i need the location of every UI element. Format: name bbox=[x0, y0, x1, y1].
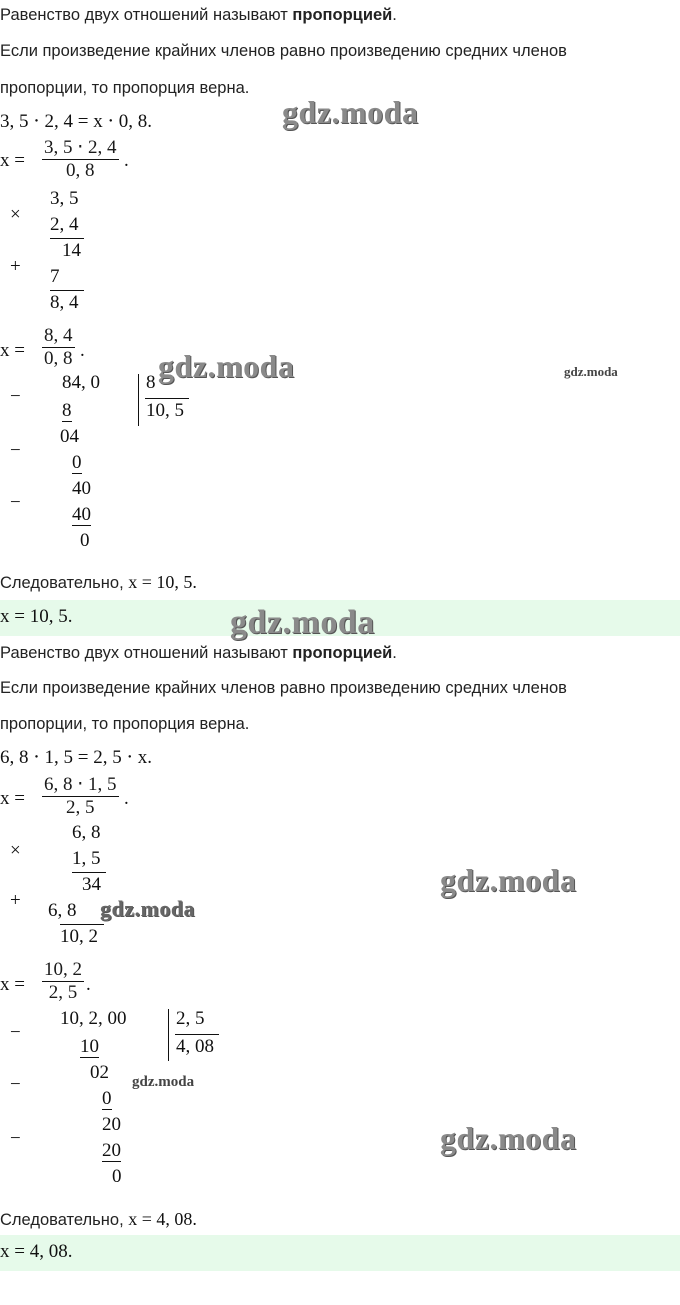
conclusion-text: Следовательно, bbox=[0, 574, 129, 592]
rule-line-2: пропорции, то пропорция верна. bbox=[0, 715, 250, 733]
watermark: gdz.moda bbox=[230, 604, 375, 641]
minus-sign-1: − bbox=[10, 1022, 21, 1043]
fraction-2-period: . bbox=[86, 974, 91, 995]
definition-prefix: Равенство двух отношений называют bbox=[0, 6, 293, 24]
partial-product-2: 6, 8 bbox=[48, 900, 77, 921]
fraction-2 bbox=[42, 959, 84, 1004]
minus-sign-3: − bbox=[10, 1128, 21, 1149]
division-step-5-value: 40 bbox=[72, 504, 91, 525]
quotient: 4, 08 bbox=[176, 1036, 214, 1057]
definition-text bbox=[0, 6, 397, 25]
definition-term: пропорцией bbox=[292, 6, 393, 24]
definition-text bbox=[0, 644, 397, 663]
rule-line-1: Если произведение крайних членов равно произведению средних членов bbox=[0, 679, 567, 697]
fraction-1 bbox=[42, 774, 119, 819]
fraction-1-numerator: 3, 5 ⋅ 2, 4 bbox=[44, 137, 117, 158]
division-step-3-value: 0 bbox=[72, 452, 82, 473]
product-result: 8, 4 bbox=[50, 292, 79, 313]
division-step-3 bbox=[72, 452, 82, 474]
fraction-2-period: . bbox=[80, 340, 85, 361]
division-step-5 bbox=[72, 504, 91, 526]
minus-sign-2: − bbox=[10, 1074, 21, 1095]
division-step-2: 04 bbox=[60, 426, 79, 447]
fraction-1-denominator: 0, 8 bbox=[66, 160, 95, 181]
divisor: 2, 5 bbox=[176, 1008, 205, 1029]
watermark: gdz.moda bbox=[158, 348, 295, 384]
dividend: 10, 2, 00 bbox=[60, 1008, 127, 1029]
watermark: gdz.moda bbox=[440, 1120, 577, 1156]
watermark: gdz.moda bbox=[564, 364, 618, 379]
conclusion-text: Следовательно, bbox=[0, 1211, 129, 1229]
minus-sign-1: − bbox=[10, 386, 21, 407]
division-step-1 bbox=[80, 1036, 99, 1058]
fraction-2-numerator: 8, 4 bbox=[44, 325, 73, 346]
proportion-equation: 3, 5 ⋅ 2, 4 = x ⋅ 0, 8. bbox=[0, 111, 152, 132]
divisor: 8 bbox=[146, 372, 156, 393]
conclusion-math: x = 10, 5. bbox=[128, 572, 197, 592]
plus-sign: + bbox=[10, 256, 21, 277]
division-step-1 bbox=[62, 400, 72, 422]
division-step-4: 40 bbox=[72, 478, 91, 499]
division-step-3-value: 0 bbox=[102, 1088, 112, 1109]
division-step-1-value: 8 bbox=[62, 400, 72, 421]
fraction-1 bbox=[42, 137, 119, 182]
division-step-5 bbox=[102, 1140, 121, 1162]
definition-prefix: Равенство двух отношений называют bbox=[0, 644, 293, 662]
definition-suffix: . bbox=[392, 644, 397, 662]
watermark: gdz.moda bbox=[282, 94, 419, 130]
fraction-1-period: . bbox=[124, 150, 129, 171]
multiplicand: 6, 8 bbox=[72, 822, 101, 843]
answer-value: x = 4, 08. bbox=[0, 1241, 73, 1262]
fraction-1-denominator: 2, 5 bbox=[66, 797, 95, 818]
minus-sign-3: − bbox=[10, 492, 21, 513]
partial-product-1: 14 bbox=[62, 240, 81, 261]
rule-line-2: пропорции, то пропорция верна. bbox=[0, 79, 250, 97]
rule-line-1: Если произведение крайних членов равно произведению средних членов bbox=[0, 42, 567, 60]
definition-suffix: . bbox=[392, 6, 397, 24]
division-step-4: 20 bbox=[102, 1114, 121, 1135]
division-bracket bbox=[168, 1009, 169, 1061]
division-step-3 bbox=[102, 1088, 112, 1110]
multiplicand: 3, 5 bbox=[50, 188, 79, 209]
minus-sign-2: − bbox=[10, 440, 21, 461]
quotient: 10, 5 bbox=[146, 400, 184, 421]
multiplier: 1, 5 bbox=[72, 848, 101, 869]
division-remainder: 0 bbox=[80, 530, 90, 551]
division-step-2: 02 bbox=[90, 1062, 109, 1083]
conclusion-line bbox=[0, 1209, 197, 1230]
times-sign: × bbox=[10, 840, 21, 861]
fraction-2 bbox=[42, 325, 75, 370]
fraction-2-numerator: 10, 2 bbox=[44, 959, 82, 980]
conclusion-line bbox=[0, 572, 197, 593]
conclusion-math: x = 4, 08. bbox=[128, 1209, 197, 1229]
multiplier: 2, 4 bbox=[50, 214, 79, 235]
partial-product-1: 34 bbox=[82, 874, 101, 895]
fraction-1-period: . bbox=[124, 788, 129, 809]
watermark: gdz.moda bbox=[440, 862, 577, 898]
fraction-2-denominator: 0, 8 bbox=[44, 348, 73, 369]
partial-product-2: 7 bbox=[50, 266, 60, 287]
x-equals-label-2: x = bbox=[0, 974, 25, 995]
x-equals-label-2: x = bbox=[0, 340, 25, 361]
watermark: gdz.moda bbox=[100, 896, 196, 921]
division-bracket bbox=[138, 374, 139, 426]
proportion-equation: 6, 8 ⋅ 1, 5 = 2, 5 ⋅ x. bbox=[0, 747, 152, 768]
division-remainder: 0 bbox=[112, 1166, 122, 1187]
product-result: 10, 2 bbox=[60, 926, 98, 947]
answer-box bbox=[0, 1235, 680, 1271]
division-step-1-value: 10 bbox=[80, 1036, 99, 1057]
division-step-5-value: 20 bbox=[102, 1140, 121, 1161]
x-equals-label: x = bbox=[0, 150, 25, 171]
dividend: 84, 0 bbox=[62, 372, 100, 393]
definition-term: пропорцией bbox=[292, 644, 393, 662]
watermark: gdz.moda bbox=[132, 1074, 195, 1090]
fraction-1-numerator: 6, 8 ⋅ 1, 5 bbox=[44, 774, 117, 795]
fraction-2-denominator: 2, 5 bbox=[48, 982, 78, 1003]
times-sign: × bbox=[10, 204, 21, 225]
x-equals-label: x = bbox=[0, 788, 25, 809]
answer-value: x = 10, 5. bbox=[0, 606, 73, 627]
plus-sign: + bbox=[10, 890, 21, 911]
